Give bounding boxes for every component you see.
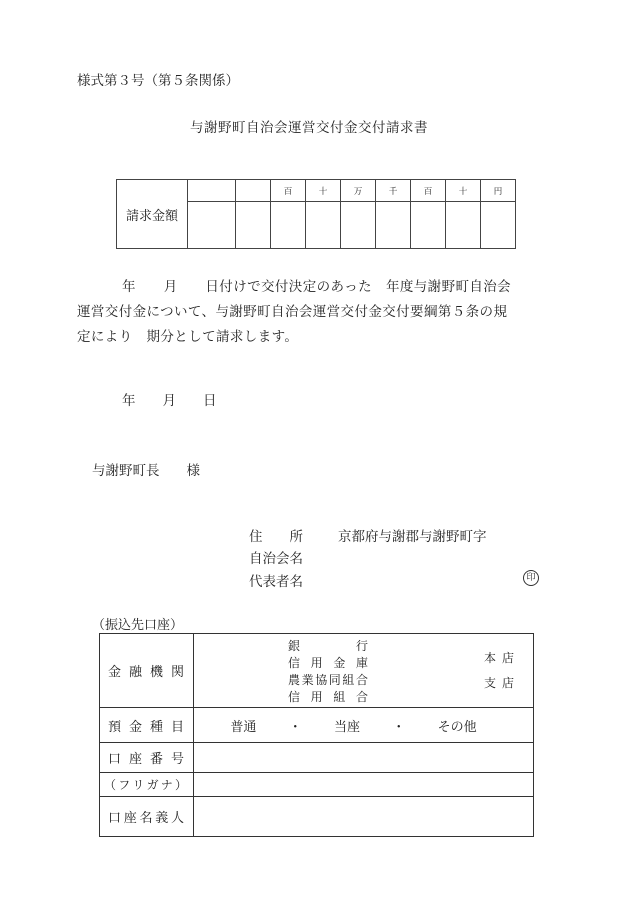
institution-label-char: 関 <box>170 665 184 680</box>
institution-type-char: 協 <box>315 673 328 687</box>
institution-type-bank <box>288 637 368 654</box>
amount-table <box>116 179 516 249</box>
institution-type-char: 信 <box>288 656 301 670</box>
unit-cell-hyaku: 百 <box>271 180 306 202</box>
unit-cell-en: 円 <box>481 180 516 202</box>
unit-cell-0 <box>188 180 236 202</box>
account-holder-label-char: 名 <box>139 811 153 826</box>
account-holder-label-char: 人 <box>170 811 184 826</box>
furigana-label-char: ナ <box>160 778 173 792</box>
addressee: 与謝野町長 様 <box>92 463 200 479</box>
branch-type-char: 店 <box>501 676 514 690</box>
institution-label <box>100 661 193 680</box>
institution-type-char: 用 <box>310 656 323 670</box>
amount-digit-3[interactable] <box>306 202 341 249</box>
furigana-label-char: リ <box>132 778 145 792</box>
amount-digit-7[interactable] <box>446 202 481 249</box>
amount-digit-2[interactable] <box>271 202 306 249</box>
branch-type-char: 本 <box>484 651 497 665</box>
institution-type-char: 庫 <box>355 656 368 670</box>
deposit-separator-1: ・ <box>288 719 302 735</box>
unit-cell-man: 万 <box>341 180 376 202</box>
deposit-type-other[interactable]: その他 <box>437 719 477 735</box>
deposit-type-label-char: 金 <box>128 719 142 735</box>
deposit-type-label-cell <box>100 708 194 743</box>
institution-type-char: 銀 <box>288 639 301 653</box>
institution-label-char: 機 <box>149 665 163 680</box>
body-line-1: 年 月 日付けで交付決定のあった 年度与謝野町自治会 <box>122 279 512 295</box>
page-title: 与謝野町自治会運営交付金交付請求書 <box>190 120 428 136</box>
amount-label: 請求金額 <box>117 180 188 249</box>
account-number-label-char: 口 <box>108 752 122 767</box>
association-label: 自治会名 <box>249 551 303 567</box>
furigana-field[interactable] <box>194 773 534 797</box>
amount-digit-4[interactable] <box>341 202 376 249</box>
account-holder-label <box>100 807 193 826</box>
institution-cell[interactable] <box>194 634 534 708</box>
branch-type-shiten <box>484 674 514 691</box>
furigana-label-cell <box>100 773 194 797</box>
amount-digit-1[interactable] <box>236 202 271 249</box>
institution-type-shinkin <box>288 654 368 671</box>
address-label: 住 所 <box>249 529 303 545</box>
unit-cell-juu: 十 <box>306 180 341 202</box>
unit-cell-hyaku2: 百 <box>411 180 446 202</box>
deposit-type-cell[interactable] <box>194 708 534 743</box>
account-number-label-char: 座 <box>128 752 142 767</box>
institution-type-char: 業 <box>301 673 314 687</box>
address-value: 京都府与謝郡与謝野町字 <box>338 529 487 545</box>
account-number-label-cell <box>100 743 194 773</box>
deposit-separator-2: ・ <box>392 719 406 735</box>
date-line: 年 月 日 <box>122 393 217 409</box>
furigana-label-char: フ <box>118 778 131 792</box>
account-holder-label-char: 義 <box>155 811 169 826</box>
institution-type-char: 行 <box>355 639 368 653</box>
body-line-2: 運営交付金について、与謝野町自治会運営交付金交付要綱第５条の規 <box>77 304 508 320</box>
institution-type-char: 信 <box>288 690 301 704</box>
institution-type-char: 用 <box>310 690 323 704</box>
institution-type-char: 組 <box>333 690 346 704</box>
institution-type-char: 農 <box>288 673 301 687</box>
furigana-label-char: ガ <box>146 778 159 792</box>
bank-table <box>99 633 534 837</box>
account-holder-label-char: 口 <box>108 811 122 826</box>
amount-digit-6[interactable] <box>411 202 446 249</box>
institution-type-char: 組 <box>342 673 355 687</box>
institution-type-char: 合 <box>355 673 368 687</box>
amount-digit-5[interactable] <box>376 202 411 249</box>
furigana-label-char: （ <box>104 778 117 792</box>
institution-type-ja <box>288 671 368 688</box>
seal-mark: 印 <box>523 570 539 586</box>
institution-type-char: 金 <box>333 656 346 670</box>
branch-type-char: 店 <box>501 651 514 665</box>
account-number-label <box>100 748 193 767</box>
deposit-type-label <box>100 716 193 735</box>
account-holder-label-cell <box>100 797 194 837</box>
body-line-3: 定により 期分として請求します。 <box>77 329 299 345</box>
representative-label: 代表者名 <box>249 574 303 590</box>
deposit-type-label-char: 種 <box>149 719 163 735</box>
institution-type-char: 合 <box>355 690 368 704</box>
deposit-type-futsuu[interactable]: 普通 <box>230 719 257 735</box>
account-number-label-char: 番 <box>149 752 163 767</box>
amount-digit-8[interactable] <box>481 202 516 249</box>
deposit-type-touza[interactable]: 当座 <box>333 719 360 735</box>
account-holder-field[interactable] <box>194 797 534 837</box>
deposit-type-label-char: 目 <box>170 719 184 735</box>
furigana-label-char: ） <box>174 778 187 792</box>
account-number-field[interactable] <box>194 743 534 773</box>
unit-cell-sen: 千 <box>376 180 411 202</box>
account-number-label-char: 号 <box>170 752 184 767</box>
branch-type-honten <box>484 649 514 666</box>
institution-label-cell <box>100 634 194 708</box>
furigana-label <box>100 776 193 793</box>
institution-label-char: 金 <box>108 665 122 680</box>
institution-label-char: 融 <box>128 665 142 680</box>
amount-digit-0[interactable] <box>188 202 236 249</box>
account-holder-label-char: 座 <box>123 811 137 826</box>
unit-cell-juu2: 十 <box>446 180 481 202</box>
bank-section-label: （振込先口座） <box>92 618 184 633</box>
institution-type-shinkumi <box>288 688 368 705</box>
institution-type-char: 同 <box>328 673 341 687</box>
branch-type-char: 支 <box>484 676 497 690</box>
unit-cell-1 <box>236 180 271 202</box>
deposit-type-label-char: 預 <box>108 719 122 735</box>
form-number: 様式第３号（第５条関係） <box>77 73 239 89</box>
